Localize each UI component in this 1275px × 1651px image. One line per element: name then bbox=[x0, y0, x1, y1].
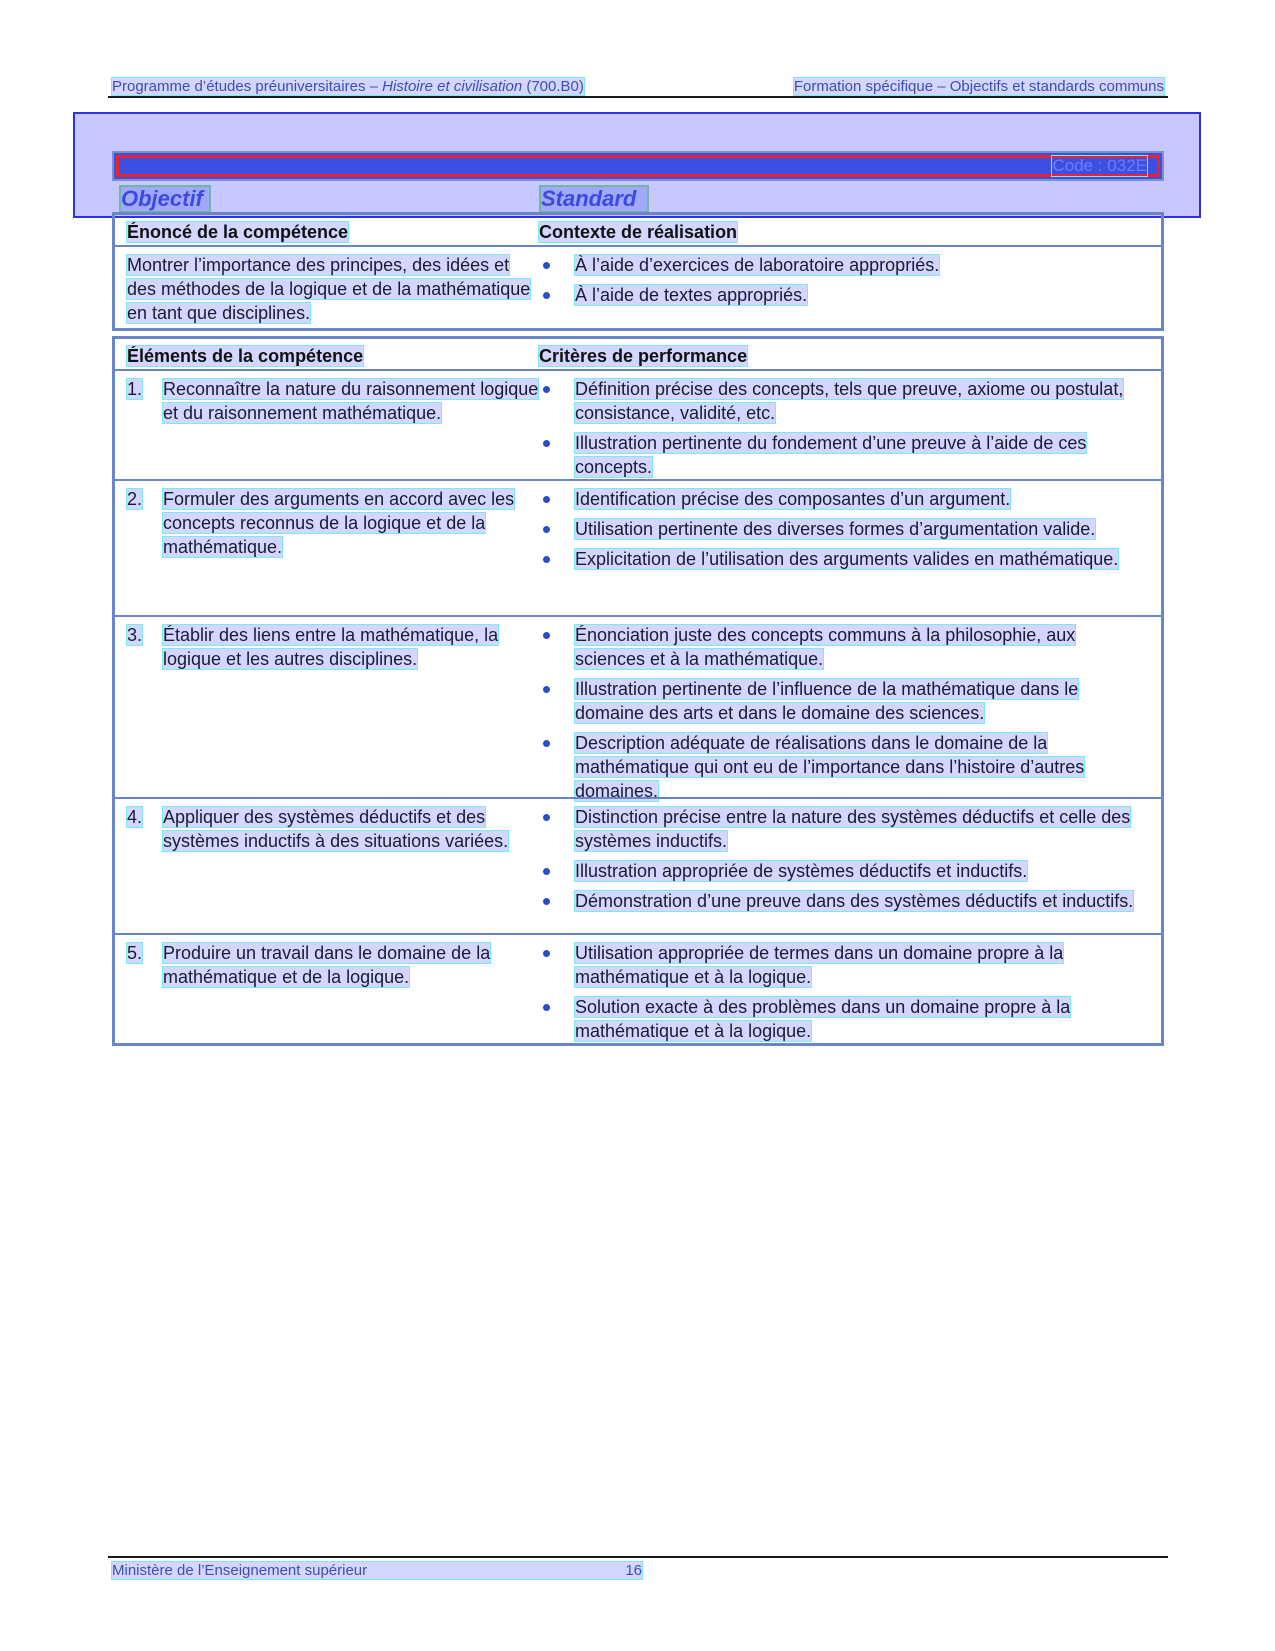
bullet-text-wrap bbox=[575, 283, 807, 307]
bullet-icon bbox=[539, 731, 575, 803]
bullet-icon bbox=[539, 889, 575, 913]
bullet-text: Illustration pertinente de l’influence de la mathématique dans le domaine des arts et dans le domaine des sciences. bbox=[575, 679, 1079, 723]
header-rule bbox=[108, 96, 1168, 98]
element-number bbox=[127, 377, 163, 425]
table-header-row bbox=[115, 215, 1161, 245]
bullet-text-wrap bbox=[575, 731, 1149, 803]
bullet-text: Utilisation appropriée de termes dans un domaine propre à la mathématique et à la logique. bbox=[575, 943, 1064, 987]
element-text: Produire un travail dans le domaine de la mathématique et de la logique. bbox=[163, 943, 491, 987]
element-number-text: 3. bbox=[127, 625, 143, 645]
bullet-text: Identification précise des composantes d’un argument. bbox=[575, 489, 1011, 509]
element-item bbox=[127, 623, 539, 671]
element-item bbox=[127, 805, 539, 853]
page-footer bbox=[112, 1562, 642, 1579]
table-row bbox=[115, 797, 1161, 933]
element-item bbox=[127, 941, 539, 989]
bullet-text-wrap bbox=[575, 859, 1027, 883]
bullet-text-wrap bbox=[575, 377, 1149, 425]
criteria-item bbox=[539, 941, 1149, 989]
bullet-text-wrap bbox=[575, 547, 1118, 571]
table-row bbox=[115, 369, 1161, 479]
element-number bbox=[127, 805, 163, 853]
bullet-icon bbox=[539, 487, 575, 511]
criteria-item bbox=[539, 889, 1149, 913]
program-title: Programme d’études préuniversitaires – Histoire et civilisation (700.B0) bbox=[112, 77, 584, 95]
criteria-item bbox=[539, 805, 1149, 853]
element-cell bbox=[115, 799, 539, 933]
bullet-text-wrap bbox=[575, 995, 1149, 1043]
criteria-cell bbox=[539, 799, 1161, 933]
element-text-wrap bbox=[163, 941, 539, 989]
bullet-text-wrap bbox=[575, 517, 1095, 541]
bullet-text: Énonciation juste des concepts communs à la philosophie, aux sciences et à la mathématique. bbox=[575, 625, 1076, 669]
table-row bbox=[115, 245, 1161, 328]
element-item bbox=[127, 487, 539, 559]
statement-cell bbox=[115, 247, 539, 328]
criteria-item bbox=[539, 517, 1149, 541]
section-title: Formation spécifique – Objectifs et standards communs bbox=[793, 77, 1164, 95]
bullet-text: Description adéquate de réalisations dans le domaine de la mathématique qui ont eu de l’importance dans l’histoire d’autres domaines. bbox=[575, 733, 1085, 801]
element-cell bbox=[115, 371, 539, 479]
bullet-icon bbox=[539, 547, 575, 571]
criteria-item bbox=[539, 487, 1149, 511]
bullet-icon bbox=[539, 517, 575, 541]
criteria-item bbox=[539, 677, 1149, 725]
criteria-item bbox=[539, 431, 1149, 479]
bullet-text: Définition précise des concepts, tels que preuve, axiome ou postulat, consistance, validité, etc. bbox=[575, 379, 1124, 423]
competency-code: Code : 032E bbox=[1052, 156, 1147, 175]
footer-rule bbox=[108, 1556, 1168, 1558]
element-text-wrap bbox=[163, 487, 539, 559]
criteria-item bbox=[539, 859, 1149, 883]
context-header: Contexte de réalisation bbox=[539, 222, 738, 242]
table-row bbox=[115, 615, 1161, 801]
bullet-text: Utilisation pertinente des diverses formes d’argumentation valide. bbox=[575, 519, 1096, 539]
element-cell bbox=[115, 617, 539, 797]
context-item bbox=[539, 283, 1149, 307]
criteria-cell bbox=[539, 617, 1161, 801]
bullet-text-wrap bbox=[575, 253, 939, 277]
element-text: Reconnaître la nature du raisonnement logique et du raisonnement mathématique. bbox=[163, 379, 539, 423]
page-header bbox=[112, 75, 1164, 97]
bullet-text-wrap bbox=[575, 941, 1149, 989]
bullet-text-wrap bbox=[575, 889, 1133, 913]
bullet-icon bbox=[539, 859, 575, 883]
bullet-icon bbox=[539, 677, 575, 725]
element-text-wrap bbox=[163, 377, 539, 425]
page-number: 16 bbox=[625, 1562, 642, 1579]
code-bar-frame bbox=[116, 155, 1160, 177]
competency-statement: Montrer l’importance des principes, des idées et des méthodes de la logique et de la mathématique en tant que disciplines. bbox=[127, 255, 531, 323]
bullet-icon bbox=[539, 805, 575, 853]
table-row bbox=[115, 479, 1161, 615]
bullet-text: À l’aide de textes appropriés. bbox=[575, 285, 808, 305]
bullet-text: Démonstration d’une preuve dans des systèmes déductifs et inductifs. bbox=[575, 891, 1134, 911]
bullet-text: Illustration pertinente du fondement d’une preuve à l’aide de ces concepts. bbox=[575, 433, 1087, 477]
bullet-text: Solution exacte à des problèmes dans un domaine propre à la mathématique et à la logique. bbox=[575, 997, 1071, 1041]
ministry-name: Ministère de l’Enseignement supérieur bbox=[112, 1562, 368, 1579]
bullet-icon bbox=[539, 941, 575, 989]
objectif-label: Objectif bbox=[121, 187, 209, 211]
bullet-text-wrap bbox=[575, 487, 1010, 511]
criteria-item bbox=[539, 731, 1149, 803]
competency-statement-table bbox=[112, 212, 1164, 331]
bullet-text: À l’aide d’exercices de laboratoire appropriés. bbox=[575, 255, 940, 275]
criteria-item bbox=[539, 995, 1149, 1043]
bullet-icon bbox=[539, 377, 575, 425]
standard-label: Standard bbox=[541, 187, 647, 211]
context-item bbox=[539, 253, 1149, 277]
bullet-text-wrap bbox=[575, 805, 1149, 853]
element-cell bbox=[115, 481, 539, 615]
context-cell bbox=[539, 247, 1161, 328]
bullet-icon bbox=[539, 995, 575, 1043]
element-number-text: 4. bbox=[127, 807, 143, 827]
bullet-text: Distinction précise entre la nature des systèmes déductifs et celle des systèmes inductifs. bbox=[575, 807, 1131, 851]
criteria-cell bbox=[539, 935, 1161, 1043]
element-number-text: 1. bbox=[127, 379, 143, 399]
element-item bbox=[127, 377, 539, 425]
criteria-header: Critères de performance bbox=[539, 346, 748, 366]
bullet-text: Explicitation de l’utilisation des arguments valides en mathématique. bbox=[575, 549, 1119, 569]
elements-header: Éléments de la compétence bbox=[127, 346, 364, 366]
element-number-text: 2. bbox=[127, 489, 143, 509]
element-text: Établir des liens entre la mathématique, la logique et les autres disciplines. bbox=[163, 625, 499, 669]
element-cell bbox=[115, 935, 539, 1043]
element-text-wrap bbox=[163, 805, 539, 853]
element-text: Appliquer des systèmes déductifs et des systèmes inductifs à des situations variées. bbox=[163, 807, 509, 851]
criteria-item bbox=[539, 377, 1149, 425]
element-text-wrap bbox=[163, 623, 539, 671]
criteria-cell bbox=[539, 481, 1161, 615]
bullet-text: Illustration appropriée de systèmes déductifs et inductifs. bbox=[575, 861, 1028, 881]
bullet-text-wrap bbox=[575, 623, 1149, 671]
statement-header: Énoncé de la compétence bbox=[127, 222, 349, 242]
bullet-icon bbox=[539, 623, 575, 671]
bullet-text-wrap bbox=[575, 677, 1149, 725]
bullet-icon bbox=[539, 431, 575, 479]
element-number bbox=[127, 487, 163, 559]
element-text: Formuler des arguments en accord avec les concepts reconnus de la logique et de la mathématique. bbox=[163, 489, 515, 557]
bullet-icon bbox=[539, 283, 575, 307]
criteria-item bbox=[539, 547, 1149, 571]
criteria-item bbox=[539, 623, 1149, 671]
bullet-icon bbox=[539, 253, 575, 277]
performance-criteria-table bbox=[112, 336, 1164, 1046]
table-row bbox=[115, 933, 1161, 1043]
bullet-text-wrap bbox=[575, 431, 1149, 479]
element-number-text: 5. bbox=[127, 943, 143, 963]
table-header-row bbox=[115, 339, 1161, 369]
element-number bbox=[127, 941, 163, 989]
criteria-cell bbox=[539, 371, 1161, 479]
element-number bbox=[127, 623, 163, 671]
